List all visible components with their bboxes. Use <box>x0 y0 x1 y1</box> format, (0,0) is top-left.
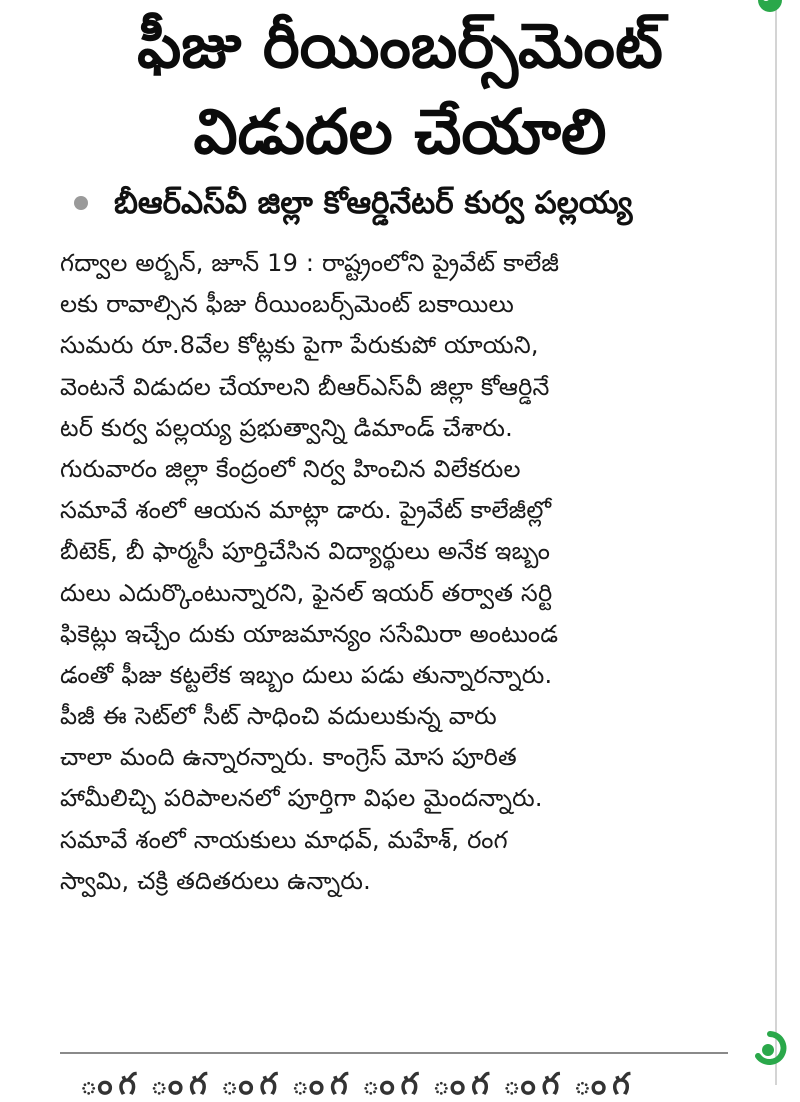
subheadline-row <box>68 178 748 228</box>
next-article-cut-text: ంగ ంగ ంగ ంగ ంగ ంగ ంగ ంగ <box>80 1067 636 1102</box>
swirl-logo-icon <box>752 0 788 18</box>
headline-line-2: విడుదల చేయాలి <box>193 95 607 168</box>
body-line: సుమరు రూ.8వేల కోట్లకు పైగా పేరుకుపో యాయని, <box>60 331 539 360</box>
body-line: ఫికెట్లు ఇచ్చేం దుకు యాజమాన్యం ససేమిరా అంటుండ <box>60 619 559 648</box>
headline-line-1: ఫీజు రీయింబర్స్‌మెంట్ <box>137 9 663 82</box>
subheadline: బీఆర్‌ఎస్‌వీ జిల్లా కోఆర్డినేటర్ కుర్వ పల్లయ్య <box>114 185 633 221</box>
body-line: గురువారం జిల్లా కేంద్రంలో నిర్వ హించిన విలేకరుల <box>60 454 521 483</box>
bullet-dot-icon <box>74 196 88 210</box>
article-end-rule <box>60 1052 728 1054</box>
body-line: గద్వాల అర్బన్, జూన్ 19 : రాష్ట్రంలోని ప్రైవేట్ కాలేజీ <box>60 249 560 277</box>
body-line: లకు రావాల్సిన ఫీజు రీయింబర్స్‌మెంట్ బకాయిలు <box>60 290 514 319</box>
body-line: బీటెక్, బీ ఫార్మసీ పూర్తిచేసిన విద్యార్థులు అనేక ఇబ్బం <box>60 537 551 566</box>
body-line: వెంటనే విడుదల చేయాలని బీఆర్‌ఎస్‌వీ జిల్లా కోఆర్డినే <box>60 372 550 401</box>
body-line: పీజీ ఈ సెట్‌లో సీట్ సాధించి వదులుకున్న వారు <box>60 702 497 731</box>
body-line: సమావే శంలో నాయకులు మాధవ్, మహేశ్, రంగ <box>60 825 508 854</box>
body-line: సమావే శంలో ఆయన మాట్లా డారు. ప్రైవేట్ కాలేజీల్లో <box>60 496 552 525</box>
column-divider-right <box>775 0 777 1085</box>
body-line: టర్ కుర్వ పల్లయ్య ప్రభుత్వాన్ని డిమాండ్ చేశారు. <box>60 413 513 442</box>
body-line: డంతో ఫీజు కట్టలేక ఇబ్బం దులు పడు తున్నారన్నారు. <box>60 660 553 689</box>
body-line: దులు ఎదుర్కొంటున్నారని, ఫైనల్ ఇయర్ తర్వాత సర్టి <box>60 578 553 607</box>
swirl-logo-icon <box>752 1030 788 1066</box>
article-body <box>60 243 760 902</box>
body-line: హామీలిచ్చి పరిపాలనలో పూర్తిగా విఫల మైందన్నారు. <box>60 784 543 813</box>
body-line: స్వామి, చక్రి తదితరులు ఉన్నారు. <box>60 866 371 895</box>
body-line: చాలా మంది ఉన్నారన్నారు. కాంగ్రెస్ మోస పూరిత <box>60 743 517 772</box>
